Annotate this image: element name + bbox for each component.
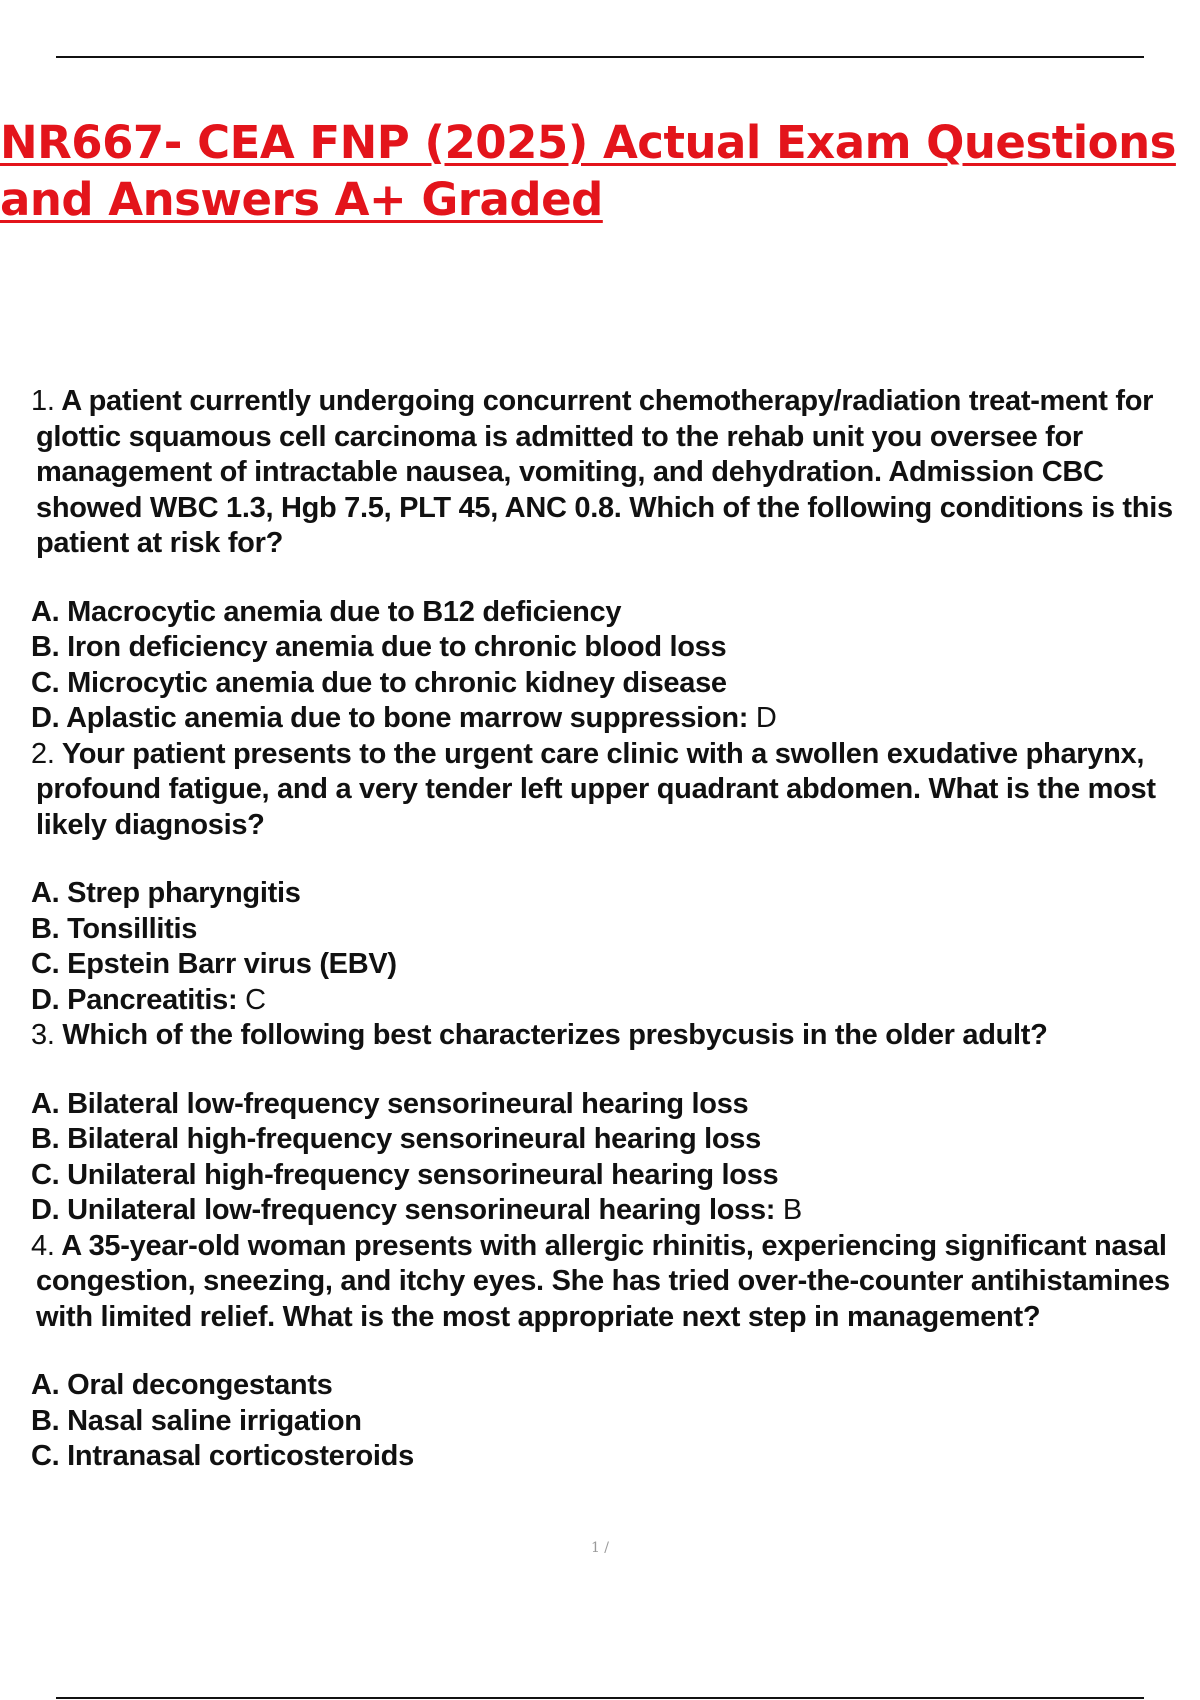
answer-key: C — [245, 983, 266, 1016]
option-a: A. Bilateral low-frequency sensorineural hearing loss — [31, 1087, 749, 1120]
answer-key: B — [782, 1194, 802, 1226]
option-c: C. Unilateral high-frequency sensorineural hearing loss — [31, 1158, 779, 1191]
option-c: C. Microcytic anemia due to chronic kidney disease — [31, 666, 727, 699]
option-list — [31, 1087, 1191, 1229]
question-text: A 35-year-old woman presents with allergic rhinitis, experiencing significant nasal congestion, sneezing, and itchy eyes. She has tried over-the-counter antihistamines with limited relief. What is the most appropriate next step in management? — [36, 1229, 1170, 1333]
answer-key: D — [755, 702, 777, 734]
option-list — [31, 876, 1191, 1018]
option-d — [31, 983, 1191, 1019]
page-number: 1 / — [590, 1540, 610, 1556]
question-number: 3. — [31, 1019, 55, 1051]
question-stem — [31, 1018, 1191, 1054]
option-b: B. Iron deficiency anemia due to chronic blood loss — [31, 631, 727, 663]
question-stem — [31, 384, 1191, 562]
option-list — [31, 595, 1191, 737]
top-rule — [56, 56, 1144, 58]
option-b: B. Nasal saline irrigation — [31, 1404, 362, 1437]
question-number: 1. — [31, 385, 55, 417]
option-b: B. Tonsillitis — [31, 912, 198, 945]
option-c: C. Intranasal corticosteroids — [31, 1440, 414, 1472]
question-stem — [31, 737, 1191, 844]
option-a: A. Macrocytic anemia due to B12 deficiency — [31, 595, 622, 628]
option-d-text: D. Pancreatitis: — [31, 983, 238, 1016]
option-b: B. Bilateral high-frequency sensorineural hearing loss — [31, 1123, 761, 1155]
question-3 — [31, 1018, 1191, 1229]
question-1 — [31, 384, 1191, 737]
option-d-text: D. Unilateral low-frequency sensorineural hearing loss: — [31, 1194, 776, 1226]
question-list — [31, 384, 1191, 1475]
option-d-text: D. Aplastic anemia due to bone marrow suppression: — [31, 702, 749, 734]
option-list — [31, 1368, 1191, 1475]
title-line-2: and Answers A+ Graded — [0, 173, 603, 226]
option-a: A. Strep pharyngitis — [31, 877, 301, 909]
document-title — [0, 114, 1190, 228]
question-text: Your patient presents to the urgent care clinic with a swollen exudative pharynx, profound fatigue, and a very tender left upper quadrant abdomen. What is the most likely diagnosis? — [36, 737, 1156, 841]
question-stem — [31, 1229, 1191, 1336]
question-number: 2. — [31, 737, 55, 770]
option-d — [31, 701, 1191, 737]
title-line-1: NR667- CEA FNP (2025) Actual Exam Questions — [0, 116, 1176, 169]
question-4 — [31, 1229, 1191, 1475]
option-d — [31, 1193, 1191, 1229]
question-number: 4. — [31, 1229, 55, 1262]
question-text: Which of the following best characterizes presbycusis in the older adult? — [62, 1019, 1048, 1051]
option-c: C. Epstein Barr virus (EBV) — [31, 948, 397, 980]
bottom-rule — [56, 1697, 1144, 1699]
question-text: A patient currently undergoing concurrent chemotherapy/radiation treat-ment for glottic squamous cell carcinoma is admitted to the rehab unit you oversee for management of intractable nausea, vomiting, and dehydration. Admission CBC showed WBC 1.3, Hgb 7.5, PLT 45, ANC 0.8. Which of the following conditions is this patient at risk for? — [36, 385, 1173, 559]
option-a: A. Oral decongestants — [31, 1369, 333, 1401]
question-2 — [31, 737, 1191, 1019]
